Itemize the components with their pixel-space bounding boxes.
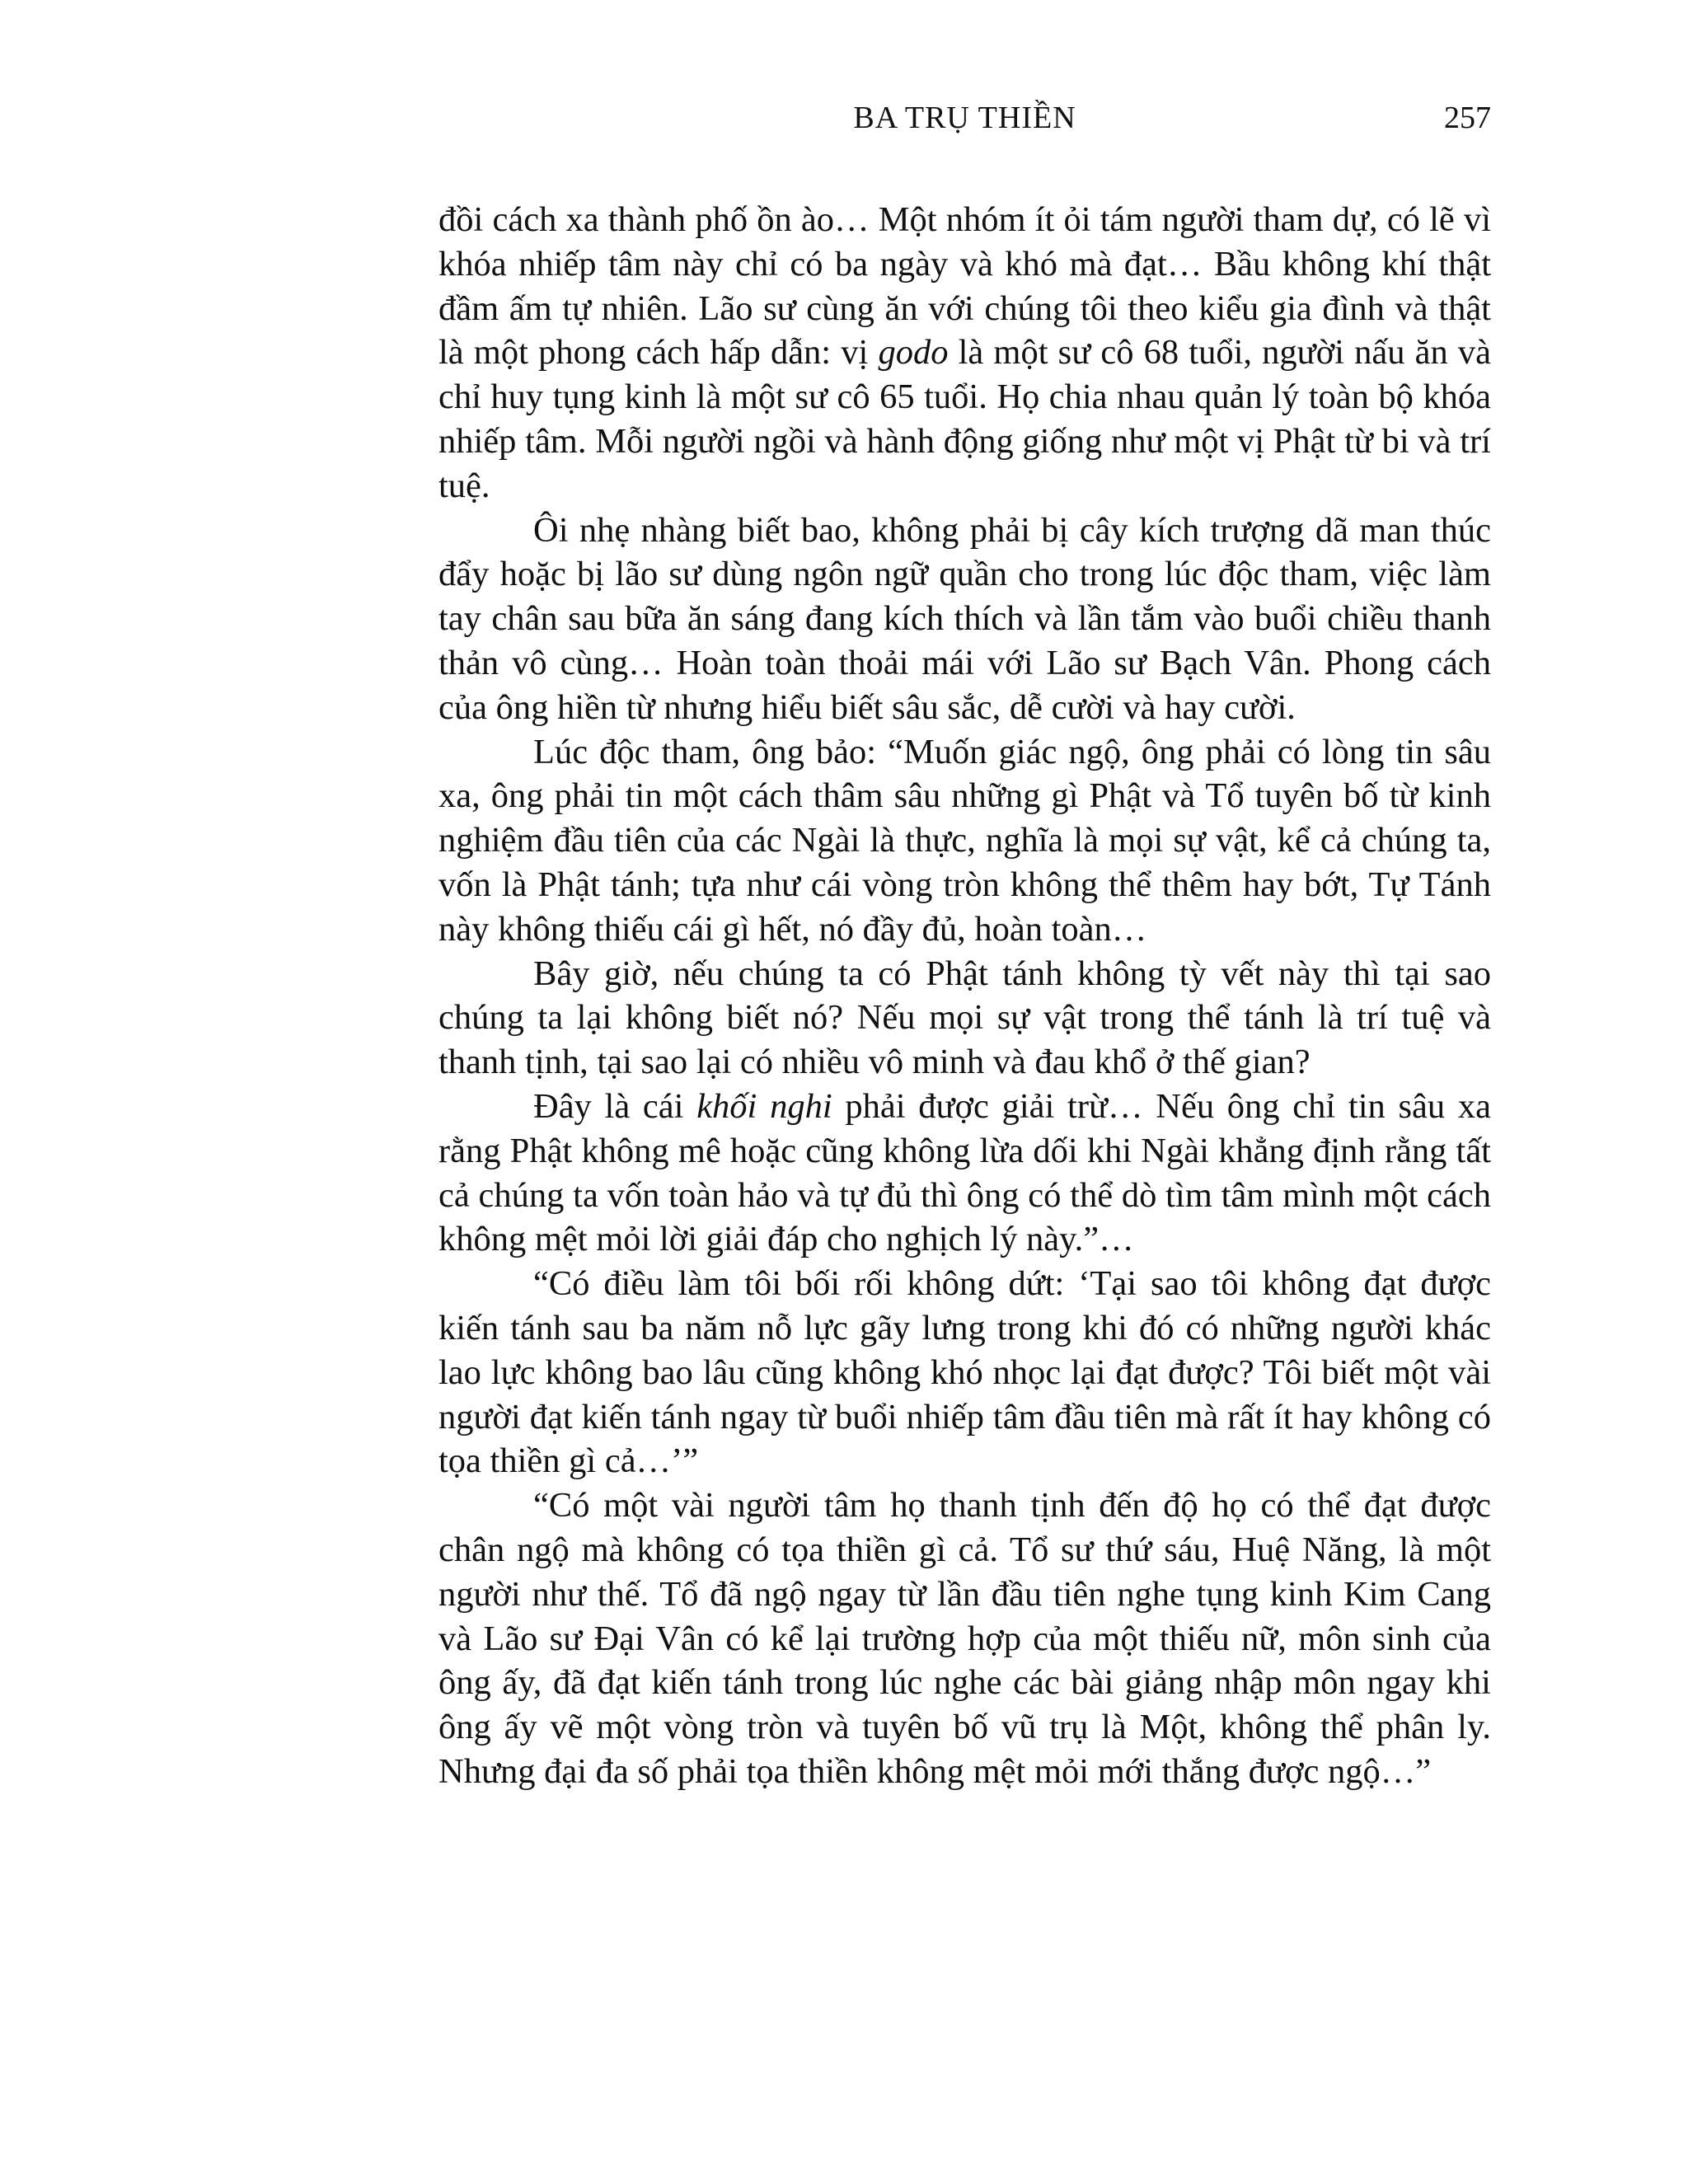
body-text bbox=[438, 198, 1491, 1794]
italic-term: khối nghi bbox=[696, 1086, 832, 1126]
chapter-title: BA TRỤ THIỀN bbox=[853, 101, 1076, 135]
paragraph-1: đồi cách xa thành phố ồn ào… Một nhóm ít ỏi tám người tham dự, có lẽ vì khóa nhiếp tâm này chỉ có ba ngày và khó mà đạt… Bầu không khí thật đầm ấm tự nhiên. Lão sư cùng ăn với chúng tôi theo kiểu gia đình và thật là một phong cách hấp dẫn: vị godo là một sư cô 68 tuổi, người nấu ăn và chỉ huy tụng kinh là một sư cô 65 tuổi. Họ chia nhau quản lý toàn bộ khóa nhiếp tâm. Mỗi người ngồi và hành động giống như một vị Phật từ bi và trí tuệ. bbox=[438, 200, 1491, 505]
paragraph-2: Ôi nhẹ nhàng biết bao, không phải bị cây kích trượng dã man thúc đẩy hoặc bị lão sư dùng ngôn ngữ quần cho trong lúc độc tham, việc làm tay chân sau bữa ăn sáng đang kích thích và lần tắm vào buổi chiều thanh thản vô cùng… Hoàn toàn thoải mái với Lão sư Bạch Vân. Phong cách của ông hiền từ nhưng hiểu biết sâu sắc, dễ cười và hay cười. bbox=[438, 510, 1491, 727]
running-head bbox=[438, 97, 1491, 138]
page-number: 257 bbox=[1444, 101, 1491, 135]
paragraph-4: Bây giờ, nếu chúng ta có Phật tánh không tỳ vết này thì tại sao chúng ta lại không biết nó? Nếu mọi sự vật trong thể tánh là trí tuệ và thanh tịnh, tại sao lại có nhiều vô minh và đau khổ ở thế gian? bbox=[438, 954, 1491, 1082]
paragraph-6: “Có điều làm tôi bối rối không dứt: ‘Tại sao tôi không đạt được kiến tánh sau ba năm nỗ lực gãy lưng trong khi đó có những người khác lao lực không bao lâu cũng không khó nhọc lại đạt được? Tôi biết một vài người đạt kiến tánh ngay từ buổi nhiếp tâm đầu tiên mà rất ít hay không có tọa thiền gì cả…’” bbox=[438, 1264, 1491, 1481]
paragraph-5: Đây là cái khối nghi phải được giải trừ… Nếu ông chỉ tin sâu xa rằng Phật không mê hoặc cũng không lừa dối khi Ngài khẳng định rằng tất cả chúng ta vốn toàn hảo và tự đủ thì ông có thể dò tìm tâm mình một cách không mệt mỏi lời giải đáp cho nghịch lý này.”… bbox=[438, 1086, 1491, 1259]
italic-term: godo bbox=[878, 333, 949, 373]
paragraph-7: “Có một vài người tâm họ thanh tịnh đến độ họ có thể đạt được chân ngộ mà không có tọa thiền gì cả. Tổ sư thứ sáu, Huệ Năng, là một người như thế. Tổ đã ngộ ngay từ lần đầu tiên nghe tụng kinh Kim Cang và Lão sư Đại Vân có kể lại trường hợp của một thiếu nữ, môn sinh của ông ấy, đã đạt kiến tánh trong lúc nghe các bài giảng nhập môn ngay khi ông ấy vẽ một vòng tròn và tuyên bố vũ trụ là Một, không thể phân ly. Nhưng đại đa số phải tọa thiền không mệt mỏi mới thắng được ngộ…” bbox=[438, 1486, 1491, 1791]
paragraph-3: Lúc độc tham, ông bảo: “Muốn giác ngộ, ông phải có lòng tin sâu xa, ông phải tin một cách thâm sâu những gì Phật và Tổ tuyên bố từ kinh nghiệm đầu tiên của các Ngài là thực, nghĩa là mọi sự vật, kể cả chúng ta, vốn là Phật tánh; tựa như cái vòng tròn không thể thêm hay bớt, Tự Tánh này không thiếu cái gì hết, nó đầy đủ, hoàn toàn… bbox=[438, 732, 1491, 949]
